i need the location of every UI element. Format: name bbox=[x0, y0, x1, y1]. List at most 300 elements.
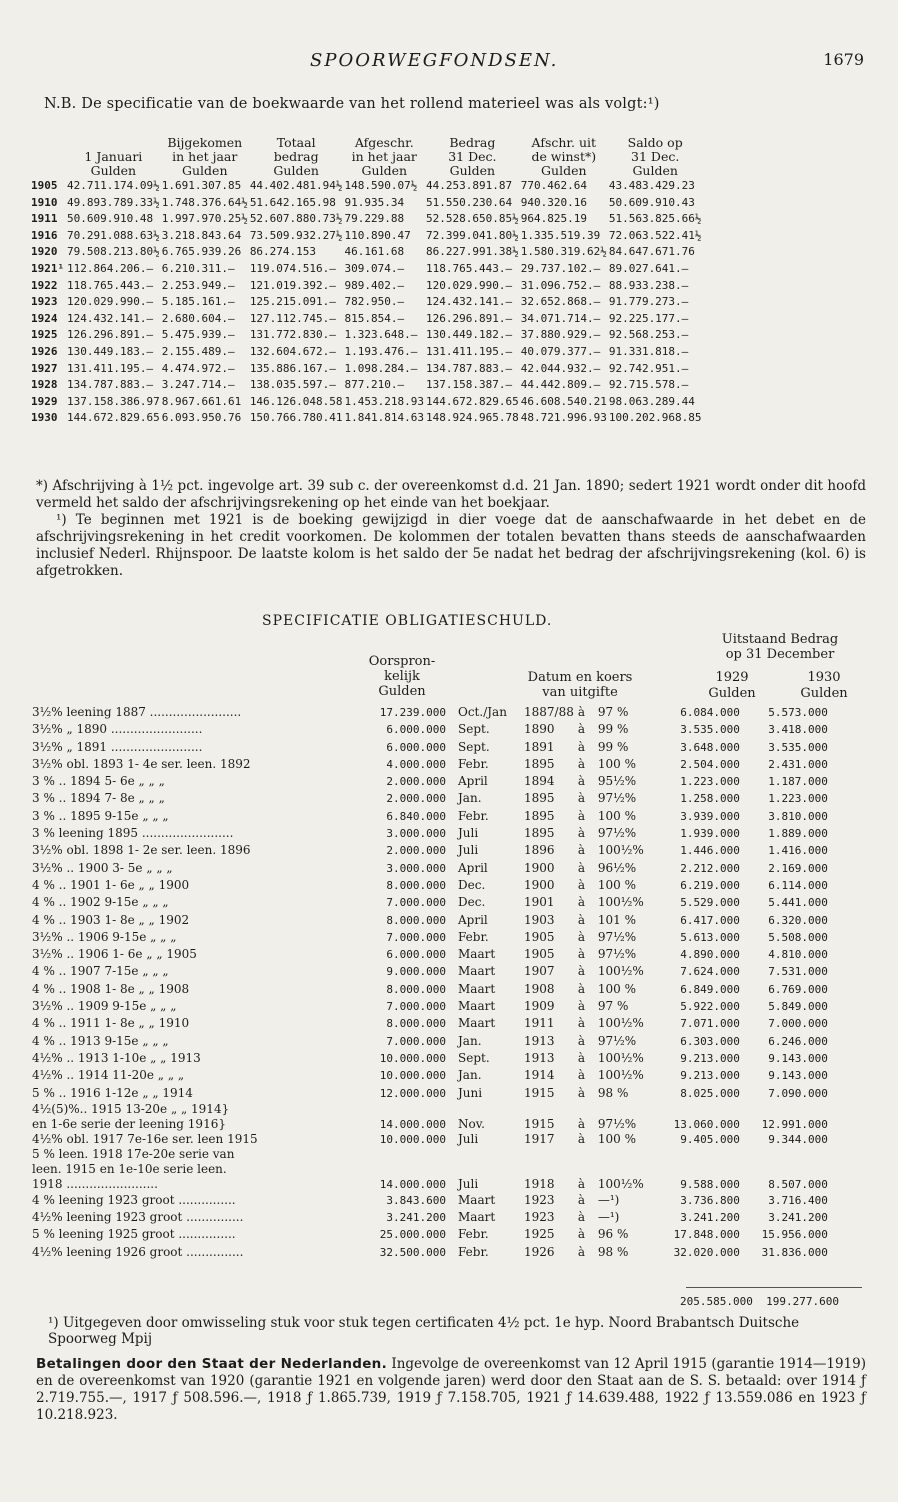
table-cell: 97½% bbox=[597, 826, 637, 841]
table-cell: 940.320.16 bbox=[520, 195, 587, 209]
table-cell: 5 % leening 1925 groot ............... bbox=[32, 1227, 236, 1242]
table-cell bbox=[596, 1102, 654, 1117]
table-row bbox=[30, 311, 703, 328]
table-cell: 6.114.000 bbox=[768, 878, 828, 892]
table-cell: 98 % bbox=[597, 1244, 629, 1259]
table-cell: 100 % bbox=[597, 877, 636, 892]
table-cell: —¹) bbox=[597, 1192, 620, 1207]
table-cell: 1.223.000 bbox=[680, 775, 740, 789]
table-cell: 1909 bbox=[524, 999, 555, 1014]
table-cell: 100 % bbox=[597, 1131, 636, 1146]
table-cell bbox=[596, 1147, 654, 1162]
table-cell: 124.432.141.— bbox=[67, 311, 154, 325]
table-row bbox=[30, 721, 830, 738]
table-cell: 126.296.891.— bbox=[426, 311, 513, 325]
table-cell: 14.000.000 bbox=[379, 1177, 446, 1191]
table-cell: Sept. bbox=[458, 722, 490, 737]
table-row bbox=[30, 1162, 830, 1177]
table-cell: Juli bbox=[458, 1176, 479, 1191]
table-cell: 7.531.000 bbox=[768, 965, 828, 979]
table-row bbox=[30, 1015, 830, 1032]
table-cell: Jan. bbox=[458, 791, 482, 806]
table-cell: 73.509.932.27½ bbox=[249, 228, 343, 242]
table-cell: 1925 bbox=[524, 1227, 555, 1242]
table-cell: 100½% bbox=[597, 1176, 644, 1191]
book-value-table bbox=[30, 136, 703, 427]
table-cell: 50.609.910.43 bbox=[608, 195, 695, 209]
table-cell bbox=[360, 1102, 448, 1117]
table-cell: à bbox=[577, 895, 586, 910]
table-cell: 119.074.516.— bbox=[249, 261, 336, 275]
table-cell: 4½(5)%.. 1915 13-20e „ „ 1914} bbox=[32, 1101, 230, 1116]
table-cell: 1.193.476.— bbox=[344, 344, 418, 358]
table-cell: 7.000.000 bbox=[386, 1034, 446, 1048]
table-cell: 4 % .. 1902 9-15e „ „ „ bbox=[32, 895, 169, 910]
table-cell: Febr. bbox=[458, 756, 489, 771]
table-cell: Febr. bbox=[458, 808, 489, 823]
table-cell: 97½% bbox=[597, 947, 637, 962]
table-cell: 5.185.161.— bbox=[161, 295, 235, 309]
table-cell: 6.000.000 bbox=[386, 723, 446, 737]
table-cell: 132.604.672.— bbox=[249, 344, 336, 358]
table-cell: 79.508.213.80½ bbox=[67, 245, 160, 259]
col-original: Oorspron- kelijk Gulden bbox=[368, 654, 436, 699]
table-cell: 120.029.990.— bbox=[67, 295, 154, 309]
table-cell: 3½% .. 1906 9-15e „ „ „ bbox=[32, 929, 177, 944]
table-cell: 1.416.000 bbox=[768, 844, 828, 858]
table-row bbox=[30, 808, 830, 825]
table-cell: à bbox=[577, 929, 586, 944]
table-cell: 101 % bbox=[597, 912, 636, 927]
table-cell: 3.843.600 bbox=[386, 1193, 446, 1207]
table-cell: à bbox=[577, 1033, 586, 1048]
table-cell: April bbox=[458, 774, 488, 789]
table-cell: 1.323.648.— bbox=[344, 328, 418, 342]
table-cell: 1895 bbox=[524, 791, 555, 806]
table-cell: Oct./Jan bbox=[458, 705, 507, 719]
table-cell bbox=[576, 1147, 596, 1162]
table-cell: 42.711.174.09½ bbox=[67, 179, 160, 192]
table-cell: 86.274.153 bbox=[249, 245, 317, 259]
table-cell: Maart bbox=[458, 947, 496, 962]
table-row bbox=[30, 963, 830, 980]
table-cell: 99 % bbox=[597, 739, 629, 754]
table-cell: 1901 bbox=[524, 895, 555, 910]
table-row bbox=[30, 756, 830, 773]
table-cell: 100 % bbox=[597, 981, 636, 996]
payments-paragraph bbox=[36, 1356, 866, 1424]
table-row bbox=[30, 1085, 830, 1102]
col-outstanding: Uitstaand Bedrag op 31 December bbox=[721, 632, 839, 662]
table-cell bbox=[596, 1162, 654, 1177]
table-cell: 126.296.891.— bbox=[67, 328, 154, 342]
table-cell: 92.715.578.— bbox=[608, 378, 689, 392]
table-cell: 92.742.951.— bbox=[608, 361, 689, 375]
table-cell: 309.074.— bbox=[344, 261, 405, 275]
table-cell: 3 % .. 1894 5- 6e „ „ „ bbox=[32, 774, 165, 789]
table-cell: 3.648.000 bbox=[680, 740, 740, 754]
book-col-header: 1 Januari Gulden bbox=[84, 149, 143, 178]
table-cell bbox=[522, 1147, 576, 1162]
col-1929-unit: Gulden bbox=[708, 686, 756, 701]
table-row bbox=[30, 278, 703, 295]
table-cell: 4½% .. 1914 11-20e „ „ „ bbox=[32, 1068, 185, 1083]
totals-row bbox=[680, 1295, 839, 1308]
table-cell: 877.210.— bbox=[344, 378, 405, 392]
table-cell: 121.019.392.— bbox=[249, 278, 336, 292]
table-row bbox=[30, 894, 830, 911]
table-cell: 134.787.883.— bbox=[67, 378, 154, 392]
table-cell: 2.680.604.— bbox=[161, 311, 235, 325]
table-cell: 3½% .. 1909 9-15e „ „ „ bbox=[32, 999, 177, 1014]
table-cell: Jan. bbox=[458, 1068, 482, 1083]
table-cell: 1.691.307.85 bbox=[161, 179, 242, 192]
table-row bbox=[30, 1033, 830, 1050]
obligation-footnote: ¹) Uitgegeven door omwisseling stuk voor stuk tegen certificaten 4½ pct. 1e hyp. Noord Brabantsch Duitsche Spoorweg Mpij bbox=[48, 1315, 800, 1347]
table-cell: à bbox=[577, 1210, 586, 1225]
table-row bbox=[30, 261, 703, 278]
note-asterisk: *) Afschrijving à 1½ pct. ingevolge art. 39 sub c. der overeenkomst d.d. 21 Jan. 1890; sedert 1921 wordt onder dit hoofd vermeld het saldo der afschrijvingsrekening op het einde van het boekjaar. bbox=[36, 478, 866, 511]
table-cell: 1.748.376.64½ bbox=[161, 195, 248, 209]
table-cell: 1.446.000 bbox=[680, 844, 740, 858]
table-cell: 1.223.000 bbox=[768, 792, 828, 806]
table-cell: 1918 bbox=[524, 1176, 555, 1191]
table-cell: 8.000.000 bbox=[386, 913, 446, 927]
table-cell: 44.253.891.87 bbox=[426, 179, 513, 192]
col-1929: 1929 bbox=[715, 670, 749, 685]
table-cell: à bbox=[577, 774, 586, 789]
table-cell: 7.000.000 bbox=[386, 896, 446, 910]
row-year: 1921¹ bbox=[31, 261, 65, 275]
table-cell: 10.000.000 bbox=[379, 1132, 446, 1146]
table-cell: 1918 ........................ bbox=[32, 1176, 158, 1191]
table-cell: à bbox=[577, 1068, 586, 1083]
table-cell: 1900 bbox=[524, 860, 555, 875]
table-cell: 1896 bbox=[524, 843, 555, 858]
table-cell: 100½% bbox=[597, 895, 644, 910]
table-cell: 100 % bbox=[597, 808, 636, 823]
table-cell: 52.528.650.85½ bbox=[426, 212, 519, 226]
table-cell: 3½% „ 1890 ........................ bbox=[32, 722, 203, 737]
table-cell: 118.765.443.— bbox=[426, 261, 513, 275]
table-cell: 2.155.489.— bbox=[161, 344, 235, 358]
table-cell bbox=[448, 1147, 522, 1162]
table-cell: Maart bbox=[458, 999, 496, 1014]
table-cell: Nov. bbox=[458, 1116, 485, 1131]
table-cell: 1913 bbox=[524, 1033, 555, 1048]
table-row bbox=[30, 361, 703, 378]
book-col-header: Saldo op 31 Dec. Gulden bbox=[627, 135, 683, 178]
table-cell: 138.035.597.— bbox=[249, 378, 336, 392]
table-cell: 1917 bbox=[524, 1131, 555, 1146]
row-year: 1910 bbox=[31, 195, 58, 209]
table-cell: 1891 bbox=[524, 739, 555, 754]
table-cell: 4.810.000 bbox=[768, 948, 828, 962]
table-row bbox=[30, 195, 703, 212]
table-cell: Jan. bbox=[458, 1033, 482, 1048]
table-cell: 1913 bbox=[524, 1050, 555, 1065]
table-cell: 9.344.000 bbox=[768, 1132, 828, 1146]
table-cell: 1895 bbox=[524, 826, 555, 841]
table-cell bbox=[576, 1102, 596, 1117]
table-cell: 8.507.000 bbox=[768, 1177, 828, 1191]
table-cell: à bbox=[577, 1016, 586, 1031]
table-cell: 79.229.88 bbox=[344, 212, 405, 226]
table-cell: 5.529.000 bbox=[680, 896, 740, 910]
table-cell: à bbox=[577, 739, 586, 754]
total-1929: 205.585.000 bbox=[680, 1295, 753, 1308]
table-cell: Juli bbox=[458, 826, 479, 841]
table-cell: 137.158.386.97 bbox=[67, 394, 160, 408]
running-header bbox=[0, 50, 898, 76]
table-cell: 1905 bbox=[524, 929, 555, 944]
table-cell: 97½% bbox=[597, 1033, 637, 1048]
table-row bbox=[30, 1244, 830, 1261]
table-cell: 3.000.000 bbox=[386, 861, 446, 875]
table-cell: 6.417.000 bbox=[680, 913, 740, 927]
table-cell: 31.096.752.— bbox=[520, 278, 601, 292]
table-cell: 6.084.000 bbox=[680, 706, 740, 719]
table-row bbox=[30, 211, 703, 228]
table-cell: 6.303.000 bbox=[680, 1034, 740, 1048]
table-cell: 5.849.000 bbox=[768, 1000, 828, 1014]
row-year: 1920 bbox=[31, 245, 58, 259]
table-cell: 124.432.141.— bbox=[426, 295, 513, 309]
table-cell: 4.000.000 bbox=[386, 757, 446, 771]
table-cell: 92.225.177.— bbox=[608, 311, 689, 325]
row-year: 1928 bbox=[31, 378, 58, 392]
table-cell: Febr. bbox=[458, 1244, 489, 1259]
table-row bbox=[30, 912, 830, 929]
table-cell: April bbox=[458, 860, 488, 875]
table-cell: 6.000.000 bbox=[386, 948, 446, 962]
obligation-table-header bbox=[0, 632, 898, 702]
row-year: 1911 bbox=[31, 212, 58, 226]
table-cell: 5 % leen. 1918 17e-20e serie van bbox=[32, 1146, 235, 1161]
table-cell: 95½% bbox=[597, 774, 637, 789]
table-cell: 40.079.377.— bbox=[520, 344, 601, 358]
table-cell: 48.721.996.93 bbox=[520, 411, 607, 425]
table-cell: 5.508.000 bbox=[768, 930, 828, 944]
table-cell: 148.924.965.78 bbox=[426, 411, 519, 425]
table-row bbox=[30, 244, 703, 261]
table-cell: Febr. bbox=[458, 929, 489, 944]
table-cell: 144.672.829.65 bbox=[67, 411, 160, 425]
table-cell: 1900 bbox=[524, 877, 555, 892]
table-cell: à bbox=[577, 1244, 586, 1259]
row-year: 1916 bbox=[31, 228, 58, 242]
table-cell: Dec. bbox=[458, 895, 486, 910]
table-cell: 96½% bbox=[597, 860, 637, 875]
table-cell: 1894 bbox=[524, 774, 555, 789]
table-row bbox=[30, 344, 703, 361]
row-year: 1905 bbox=[31, 179, 58, 192]
table-cell: 8.000.000 bbox=[386, 982, 446, 996]
table-cell: 1908 bbox=[524, 981, 555, 996]
table-cell: 815.854.— bbox=[344, 311, 405, 325]
table-cell bbox=[522, 1162, 576, 1177]
table-cell: 130.449.182.— bbox=[426, 328, 513, 342]
table-cell: 100½% bbox=[597, 1050, 644, 1065]
table-cell: 97 % bbox=[597, 999, 629, 1014]
table-row bbox=[30, 1050, 830, 1067]
table-cell: à bbox=[577, 843, 586, 858]
table-cell: 72.399.041.80½ bbox=[426, 228, 519, 242]
table-row bbox=[30, 860, 830, 877]
table-cell: 12.991.000 bbox=[761, 1117, 828, 1131]
table-cell: 3.241.200 bbox=[680, 1211, 740, 1225]
table-cell: 1.258.000 bbox=[680, 792, 740, 806]
table-cell: 32.652.868.— bbox=[520, 295, 601, 309]
table-row bbox=[30, 1067, 830, 1084]
table-cell: 2.000.000 bbox=[386, 792, 446, 806]
table-cell: 112.864.206.— bbox=[67, 261, 154, 275]
table-cell: 7.071.000 bbox=[680, 1017, 740, 1031]
table-cell bbox=[654, 1162, 742, 1177]
table-cell: 34.071.714.— bbox=[520, 311, 601, 325]
table-cell: 44.402.481.94½ bbox=[249, 179, 343, 192]
table-cell: Juli bbox=[458, 1131, 479, 1146]
table-cell bbox=[742, 1162, 830, 1177]
table-cell bbox=[654, 1147, 742, 1162]
table-cell: à bbox=[577, 877, 586, 892]
table-cell: 84.647.671.76 bbox=[608, 245, 695, 259]
table-cell: 4.890.000 bbox=[680, 948, 740, 962]
table-cell: 1.939.000 bbox=[680, 827, 740, 841]
table-cell: 51.642.165.98 bbox=[249, 195, 336, 209]
table-cell bbox=[576, 1162, 596, 1177]
table-cell: 1.580.319.62½ bbox=[520, 245, 607, 259]
table-cell: 9.405.000 bbox=[680, 1132, 740, 1146]
table-cell: à bbox=[577, 705, 586, 719]
col-1930: 1930 bbox=[807, 670, 841, 685]
table-cell: 97½% bbox=[597, 791, 637, 806]
table-cell: à bbox=[577, 964, 586, 979]
table-cell: 37.880.929.— bbox=[520, 328, 601, 342]
table-row bbox=[30, 1102, 830, 1117]
table-cell: 1895 bbox=[524, 808, 555, 823]
table-cell: 3½% leening 1887 ........................ bbox=[32, 705, 242, 719]
table-cell: 98 % bbox=[597, 1085, 629, 1100]
table-cell: 92.568.253.— bbox=[608, 328, 689, 342]
table-cell: 1887/88 bbox=[524, 705, 574, 719]
table-cell: 1890 bbox=[524, 722, 555, 737]
table-cell: 72.063.522.41½ bbox=[608, 228, 702, 242]
table-cell: 782.950.— bbox=[344, 295, 405, 309]
table-row bbox=[30, 1192, 830, 1209]
table-cell: 4½% .. 1913 1-10e „ „ 1913 bbox=[32, 1050, 201, 1065]
payments-heading: Betalingen door den Staat der Nederlanden. bbox=[36, 1356, 388, 1372]
table-cell: 1923 bbox=[524, 1210, 555, 1225]
table-cell: 4.474.972.— bbox=[161, 361, 235, 375]
table-cell: 137.158.387.— bbox=[426, 378, 513, 392]
table-cell: 6.840.000 bbox=[386, 809, 446, 823]
table-row bbox=[30, 929, 830, 946]
table-cell: Febr. bbox=[458, 1227, 489, 1242]
table-cell: 3.736.800 bbox=[680, 1193, 740, 1207]
table-cell: 100½% bbox=[597, 843, 644, 858]
table-row bbox=[30, 981, 830, 998]
table-cell: 131.411.195.— bbox=[67, 361, 154, 375]
table-cell: à bbox=[577, 1116, 586, 1131]
table-cell: 1.335.519.39 bbox=[520, 228, 601, 242]
table-cell: Sept. bbox=[458, 1050, 490, 1065]
table-cell: 9.143.000 bbox=[768, 1051, 828, 1065]
table-cell: 5.613.000 bbox=[680, 930, 740, 944]
table-cell: 49.893.789.33½ bbox=[67, 195, 160, 209]
table-cell: 9.143.000 bbox=[768, 1069, 828, 1083]
page-number: 1679 bbox=[823, 50, 864, 69]
table-notes bbox=[36, 478, 866, 580]
table-cell: Maart bbox=[458, 981, 496, 996]
table-row bbox=[30, 294, 703, 311]
table-cell: 4 % leening 1923 groot ............... bbox=[32, 1192, 236, 1207]
table-cell: 4 % .. 1901 1- 6e „ „ 1900 bbox=[32, 877, 190, 892]
table-cell: 3½% .. 1906 1- 6e „ „ 1905 bbox=[32, 947, 197, 962]
table-cell: 2.212.000 bbox=[680, 861, 740, 875]
table-cell: 6.849.000 bbox=[680, 982, 740, 996]
table-cell: 1.453.218.93 bbox=[344, 394, 425, 408]
table-cell: à bbox=[577, 999, 586, 1014]
table-cell: 3½% „ 1891 ........................ bbox=[32, 739, 203, 754]
table-cell: 150.766.780.41 bbox=[249, 411, 343, 425]
table-cell: —¹) bbox=[597, 1210, 620, 1225]
table-cell: à bbox=[577, 981, 586, 996]
row-year: 1922 bbox=[31, 278, 58, 292]
table-cell: 989.402.— bbox=[344, 278, 405, 292]
table-row bbox=[30, 394, 703, 411]
table-cell: 148.590.07½ bbox=[344, 179, 418, 192]
table-cell: 100½% bbox=[597, 964, 644, 979]
table-row bbox=[30, 410, 703, 427]
table-cell: à bbox=[577, 1227, 586, 1242]
table-row bbox=[30, 1177, 830, 1192]
table-cell: 5 % .. 1916 1-12e „ „ 1914 bbox=[32, 1085, 193, 1100]
table-cell: à bbox=[577, 791, 586, 806]
table-cell: 4 % .. 1907 7-15e „ „ „ bbox=[32, 964, 169, 979]
table-cell: 50.609.910.48 bbox=[67, 212, 154, 226]
table-cell: 7.624.000 bbox=[680, 965, 740, 979]
table-row bbox=[30, 842, 830, 859]
table-cell bbox=[742, 1102, 830, 1117]
table-cell: 4½% obl. 1917 7e-16e ser. leen 1915 bbox=[32, 1131, 258, 1146]
table-row bbox=[30, 1132, 830, 1147]
table-cell bbox=[742, 1147, 830, 1162]
table-cell: 52.607.880.73½ bbox=[249, 212, 343, 226]
table-cell: 97½% bbox=[597, 929, 637, 944]
table-cell: 98.063.289.44 bbox=[608, 394, 695, 408]
table-cell: 5.922.000 bbox=[680, 1000, 740, 1014]
table-row bbox=[30, 825, 830, 842]
table-cell: 2.000.000 bbox=[386, 775, 446, 789]
table-cell: 51.563.825.66½ bbox=[608, 212, 702, 226]
table-cell: 1905 bbox=[524, 947, 555, 962]
table-cell: 6.000.000 bbox=[386, 740, 446, 754]
table-cell: 1915 bbox=[524, 1085, 555, 1100]
row-year: 1926 bbox=[31, 344, 58, 358]
table-cell: 3½% .. 1900 3- 5e „ „ „ bbox=[32, 860, 173, 875]
table-cell: 6.320.000 bbox=[768, 913, 828, 927]
table-cell: 8.967.661.61 bbox=[161, 394, 242, 408]
table-cell: 2.000.000 bbox=[386, 844, 446, 858]
table-cell: 10.000.000 bbox=[379, 1069, 446, 1083]
book-col-header: Totaal bedrag Gulden bbox=[273, 135, 319, 178]
table-cell: 70.291.088.63½ bbox=[67, 228, 160, 242]
table-cell bbox=[360, 1147, 448, 1162]
table-cell: Juli bbox=[458, 843, 479, 858]
row-year: 1929 bbox=[31, 394, 58, 408]
table-cell: 100½% bbox=[597, 1068, 644, 1083]
